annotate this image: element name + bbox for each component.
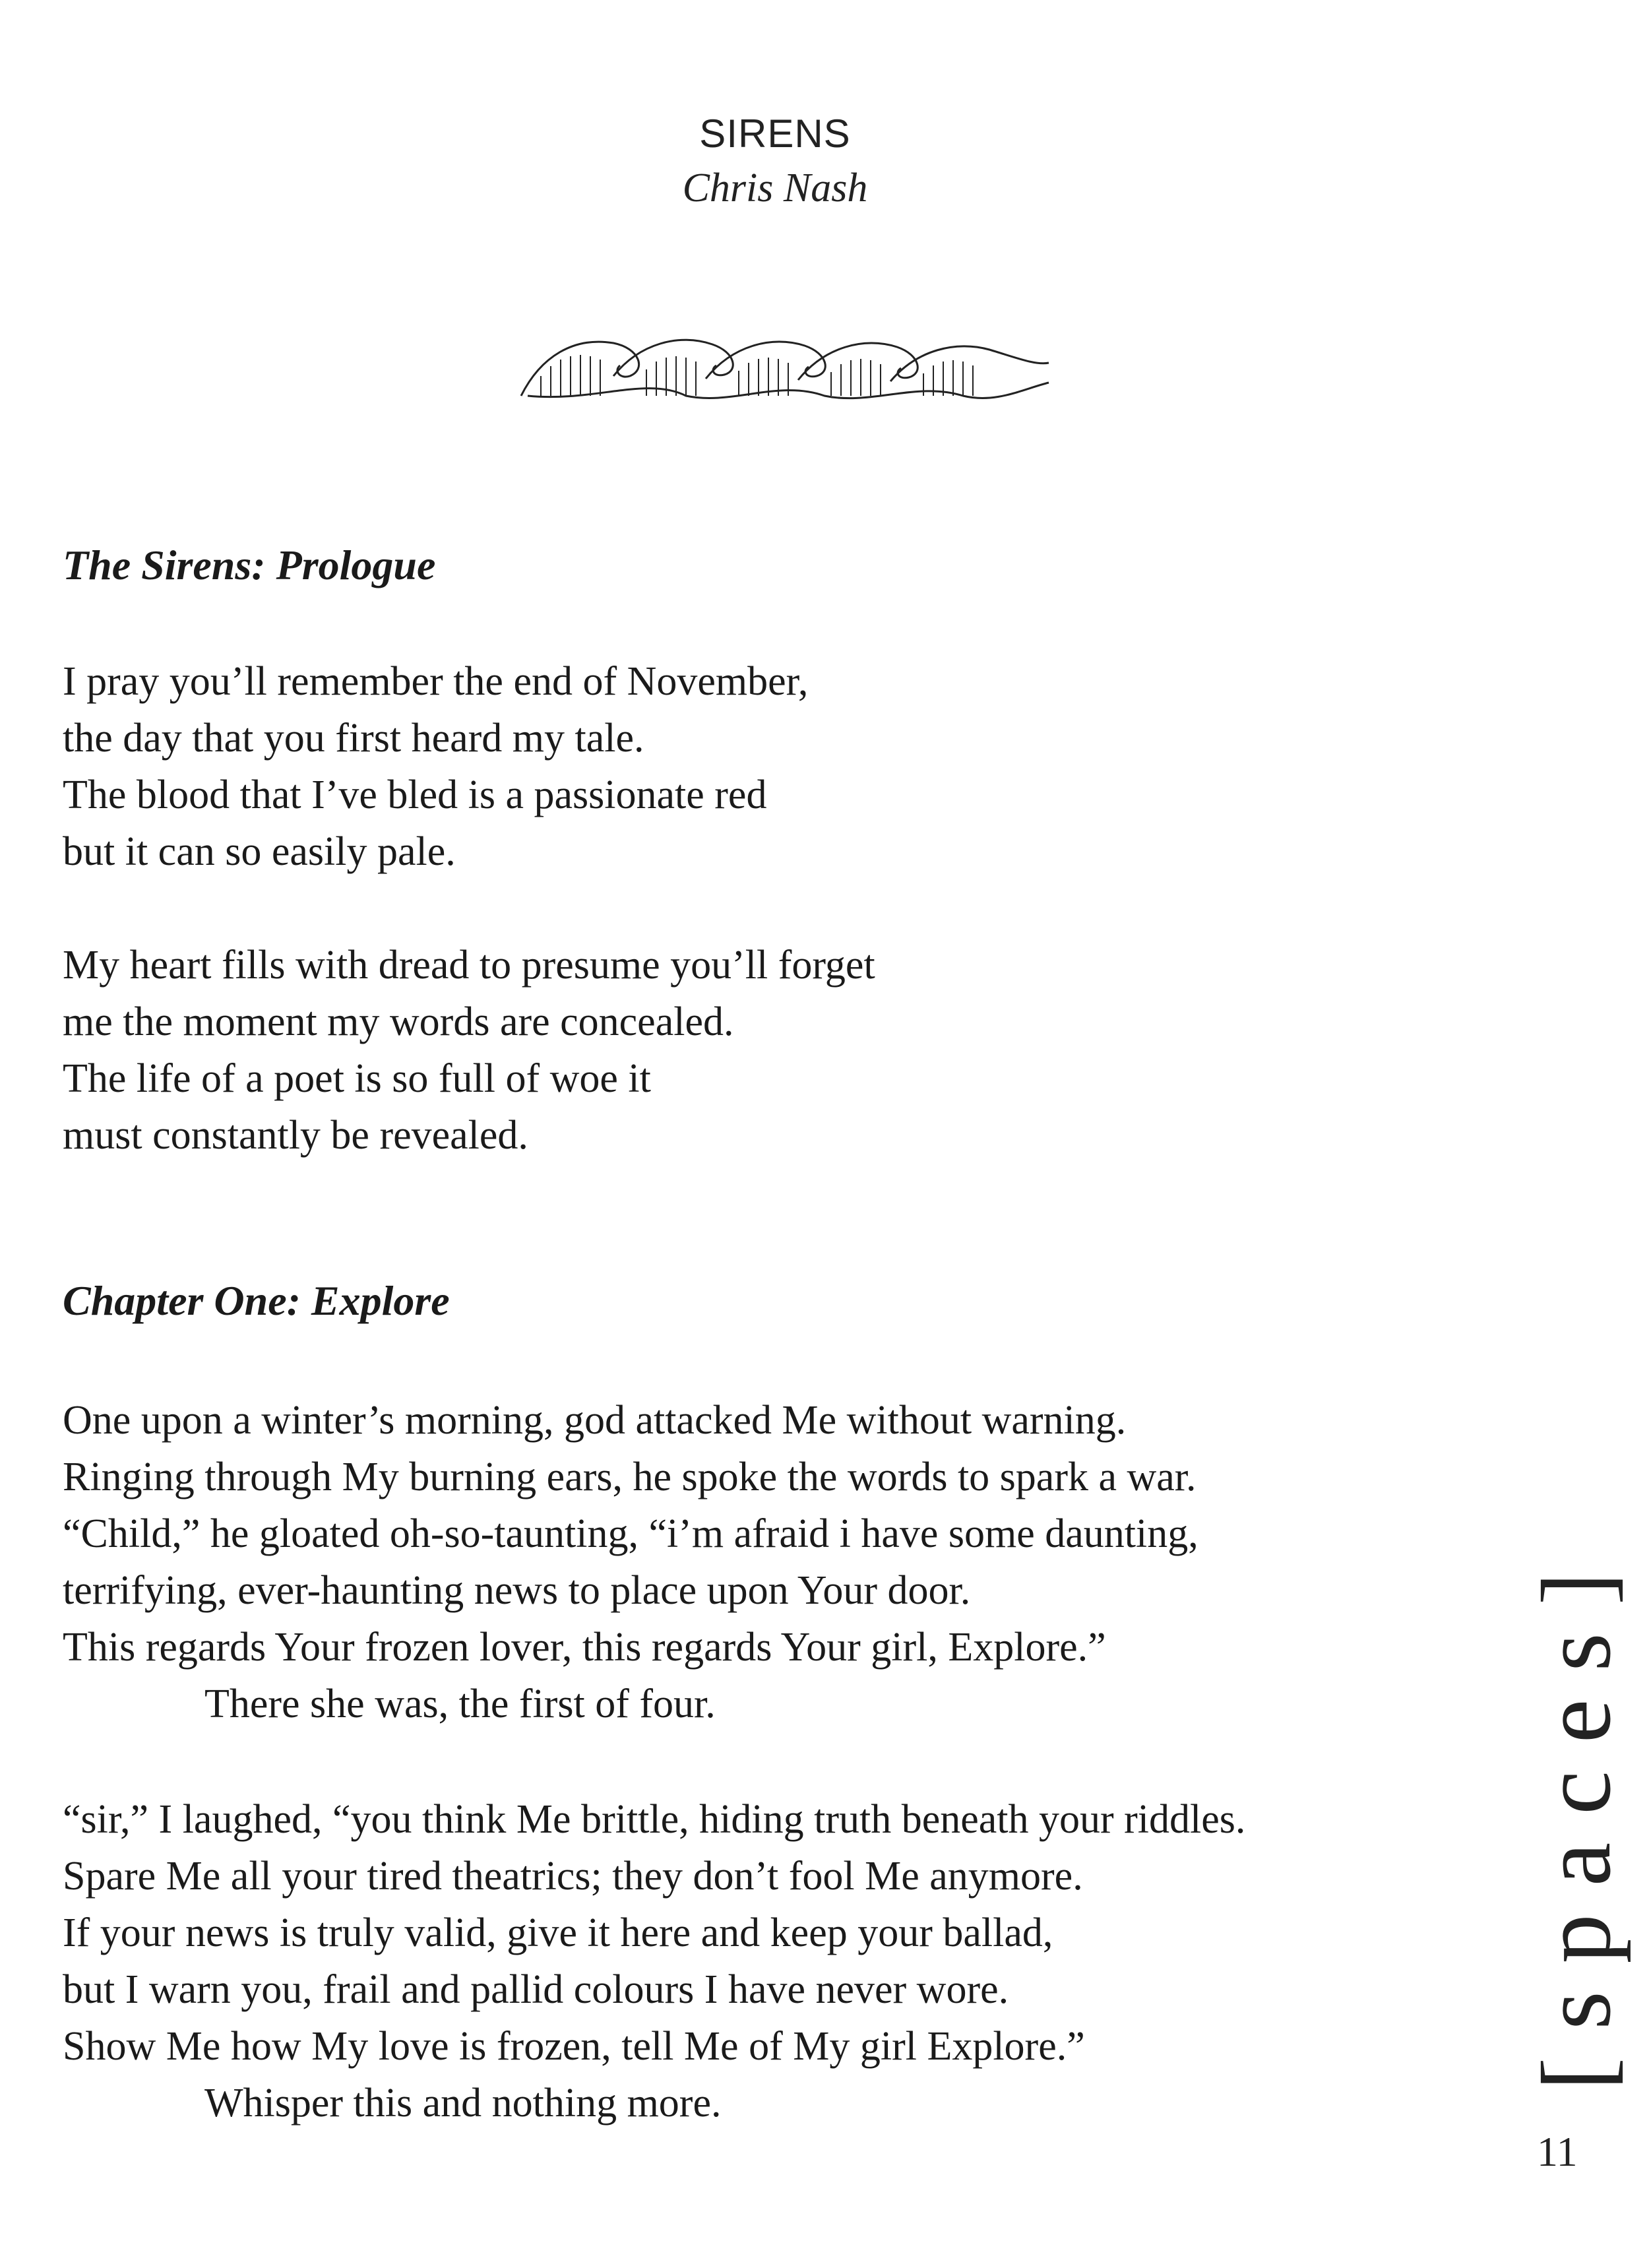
poem-author: Chris Nash: [682, 166, 868, 210]
poem-line: This regards Your frozen lover, this regards Your girl, Explore.”: [63, 1625, 1106, 1670]
stanza: [63, 1791, 1245, 2131]
poem-line: but it can so easily pale.: [63, 829, 456, 874]
stanza: [63, 653, 808, 880]
stanza: [63, 937, 875, 1164]
poem-line: One upon a winter’s morning, god attacked Me without warning.: [63, 1398, 1127, 1443]
poem-line: terrifying, ever-haunting news to place upon Your door.: [63, 1568, 971, 1613]
poem-refrain-line: There she was, the first of four.: [204, 1682, 716, 1726]
poem-line: The life of a poet is so full of woe it: [63, 1056, 651, 1101]
poem-line: the day that you first heard my tale.: [63, 716, 644, 761]
publication-brand-text: [spaces]: [1522, 1544, 1631, 2091]
page-number: 11: [1537, 2128, 1578, 2175]
poem-line: but I warn you, frail and pallid colours I have never wore.: [63, 1967, 1009, 2012]
poem-line: me the moment my words are concealed.: [63, 999, 734, 1044]
poem-line: Show Me how My love is frozen, tell Me of My girl Explore.”: [63, 2024, 1085, 2069]
poem-line: If your news is truly valid, give it here and keep your ballad,: [63, 1910, 1053, 1955]
poem-line: must constantly be revealed.: [63, 1113, 528, 1158]
poem-line: Ringing through My burning ears, he spoke the words to spark a war.: [63, 1455, 1197, 1499]
poem-line: “Child,” he gloated oh-so-taunting, “i’m afraid i have some daunting,: [63, 1511, 1198, 1556]
poem-line: Spare Me all your tired theatrics; they don’t fool Me anymore.: [63, 1854, 1083, 1899]
poem-line: I pray you’ll remember the end of November,: [63, 659, 809, 704]
poem-line: The blood that I’ve bled is a passionate red: [63, 772, 767, 817]
section-heading-chapter-one: Chapter One: Explore: [63, 1277, 450, 1324]
publication-brand: [1504, 1537, 1649, 2098]
poem-line: “sir,” I laughed, “you think Me brittle, hiding truth beneath your riddles.: [63, 1797, 1246, 1842]
stanza: [63, 1392, 1198, 1732]
poem-line: My heart fills with dread to presume you’ll forget: [63, 943, 875, 988]
wave-ornament-icon: [514, 297, 1055, 409]
poem-title: SIRENS: [699, 111, 851, 156]
poem-refrain-line: Whisper this and nothing more.: [204, 2081, 722, 2126]
section-heading-prologue: The Sirens: Prologue: [63, 542, 436, 588]
